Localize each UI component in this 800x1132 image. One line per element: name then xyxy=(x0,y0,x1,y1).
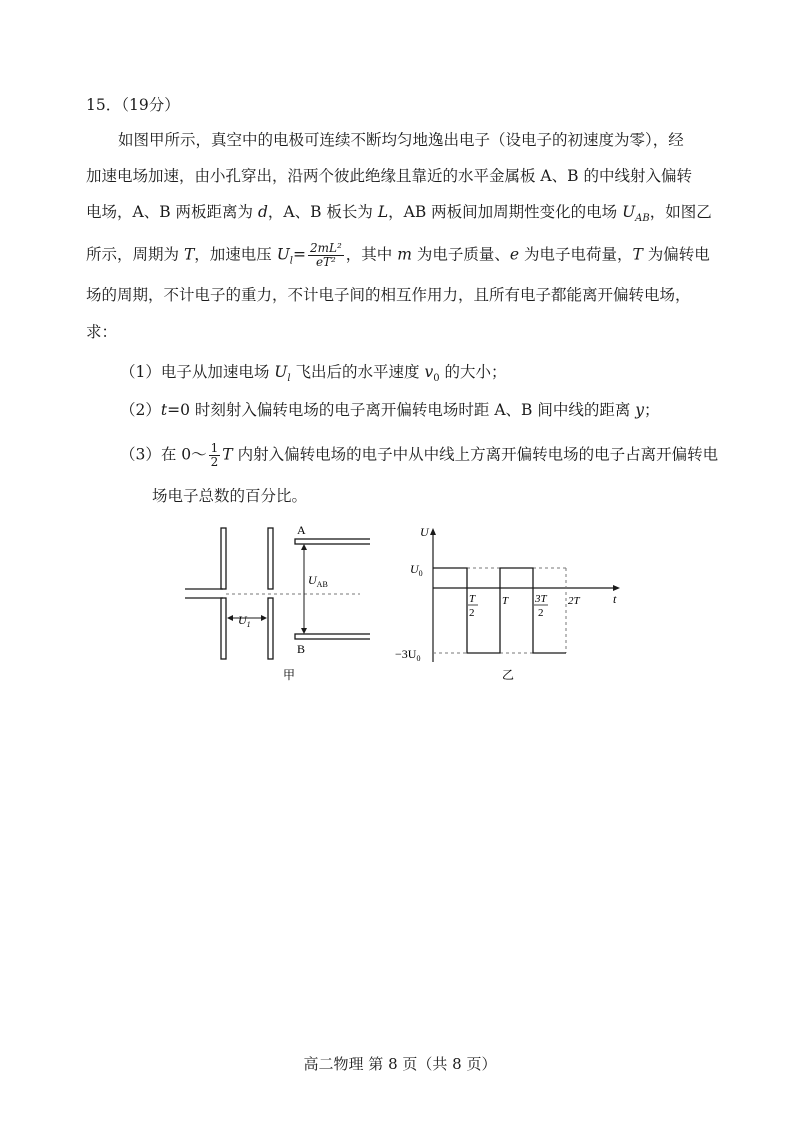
x-tick-labels xyxy=(468,593,581,619)
accel-voltage-fraction: $\frac{\text{2mL²}}{\text{eT²}}$ xyxy=(310,241,342,269)
paragraph-line-3: 电场，A、B 两板距离为 d，A、B 板长为 L，AB 两板间加周期性变化的电场 $U_{AB}$，如图乙 xyxy=(86,203,712,225)
y-axis-arrow xyxy=(430,528,436,535)
square-wave xyxy=(433,568,566,653)
paragraph-line-1: 如图甲所示，真空中的电极可连续不断均匀地逸出电子（设电子的初速度为零），经 xyxy=(118,131,684,149)
uab-label: $U_{AB}$ xyxy=(308,573,328,589)
half-fraction: $\frac{1}{2}$ xyxy=(210,441,219,469)
subquestion-2: （2）t=0 时刻射入偏转电场的电子离开偏转电场时距 A、B 间中线的距离 y； xyxy=(120,401,660,419)
figure-yi-caption: 乙 xyxy=(502,668,515,682)
u0-label: $U_0$ xyxy=(410,562,423,578)
figure-yi xyxy=(390,522,630,682)
x-axis-label: t xyxy=(613,592,617,606)
figure-jia-caption: 甲 xyxy=(283,668,296,682)
uab-arrow-bottom-head xyxy=(301,628,307,634)
tick-3half-den: 2 xyxy=(538,607,544,619)
neg3u0-label: $-3U_0$ xyxy=(395,647,421,663)
plate-b-label: B xyxy=(297,642,306,656)
tick-T: T xyxy=(502,595,509,607)
paragraph-line-6: 求： xyxy=(86,323,118,341)
paragraph-line-5: 场的周期，不计电子的重力，不计电子间的相互作用力，且所有电子都能离开偏转电场， xyxy=(86,286,691,304)
figure-jia xyxy=(180,522,370,682)
u1-arrow-left-head xyxy=(227,615,233,621)
anode-plate-lower xyxy=(268,598,273,659)
tick-3half-num: 3T xyxy=(535,593,547,605)
u1-label: $U_1$ xyxy=(238,613,251,629)
tick-2T: 2T xyxy=(568,595,580,607)
page-footer: 高二物理 第 8 页（共 8 页） xyxy=(303,1055,497,1073)
cathode-plate-lower xyxy=(221,598,226,659)
subquestion-3-continued: 场电子总数的百分比。 xyxy=(152,487,308,505)
y-axis-label: U xyxy=(420,525,429,539)
subquestion-1: （1）电子从加速电场 $U_l$ 飞出后的水平速度 $v_0$ 的大小； xyxy=(120,363,507,385)
tick-half-den: 2 xyxy=(469,607,475,619)
plate-a xyxy=(295,539,370,544)
question-header: 15．（19分） xyxy=(86,96,180,114)
uab-arrow-top-head xyxy=(301,544,307,550)
cathode-plate-upper xyxy=(221,528,226,589)
x-axis-arrow xyxy=(613,585,620,591)
plate-a-label: A xyxy=(297,523,306,537)
u1-arrow-right-head xyxy=(261,615,267,621)
subquestion-3: （3）在 0～ $\frac{1}{2}$ T 内射入偏转电场的电子中从中线上方离开偏转电场的电子占离开偏转电 xyxy=(120,441,719,469)
anode-plate-upper xyxy=(268,528,273,589)
paragraph-line-4: 所示，周期为 T，加速电压 $U_l=$ $\frac{\text{2mL²}}{\text{eT²}}$ ，其中 m 为电子质量、e 为电子电荷量，T 为偏转电 xyxy=(86,241,710,269)
tick-half-num: T xyxy=(469,593,476,605)
paragraph-line-2: 加速电场加速，由小孔穿出，沿两个彼此绝缘且靠近的水平金属板 A、B 的中线射入偏转 xyxy=(86,167,692,185)
plate-b xyxy=(295,634,370,639)
